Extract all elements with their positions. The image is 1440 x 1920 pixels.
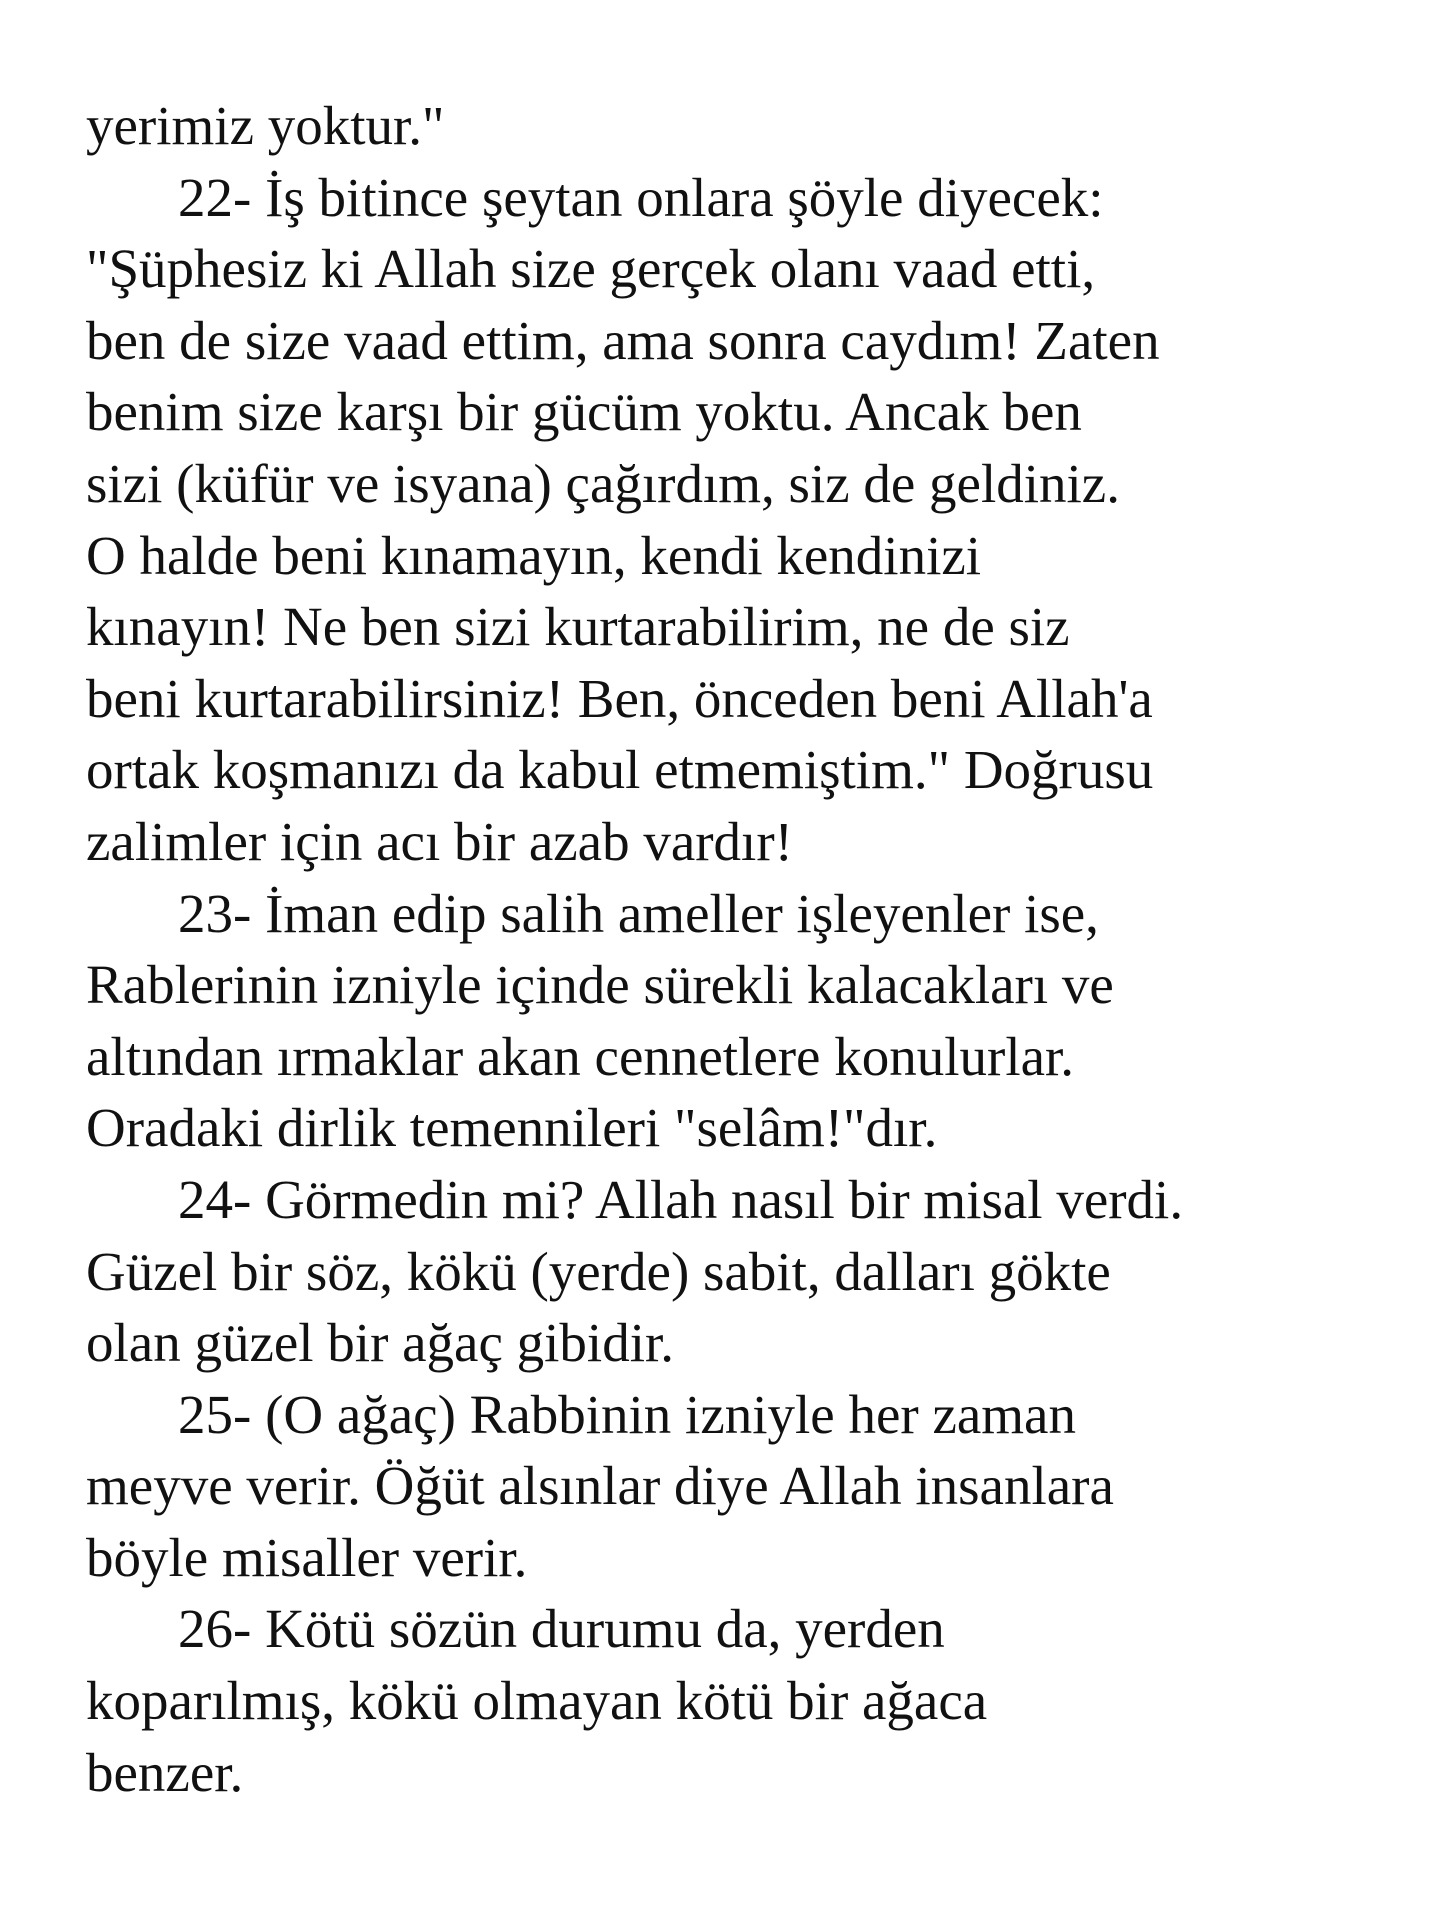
verse-26-start: 26- Kötü sözün durumu da, yerden — [178, 1598, 945, 1660]
verse-23-start: 23- İman edip salih ameller işleyenler ise, — [178, 882, 1099, 944]
text-line: O halde beni kınamayın, kendi kendinizi — [86, 524, 982, 586]
text-line: beni kurtarabilirsiniz! Ben, önceden beni Allah'a — [86, 667, 1153, 729]
text-line: yerimiz yoktur." — [86, 95, 445, 156]
text-line: meyve verir. Öğüt alsınlar diye Allah insanlara — [86, 1455, 1114, 1517]
text-line: zalimler için acı bir azab vardır! — [86, 810, 793, 872]
text-line: altından ırmaklar akan cennetlere konulurlar. — [86, 1025, 1075, 1087]
text-line: Oradaki dirlik temennileri "selâm!"dır. — [86, 1097, 938, 1159]
text-line: Rablerinin izniyle içinde sürekli kalacakları ve — [86, 954, 1114, 1016]
text-line: benim size karşı bir gücüm yoktu. Ancak ben — [86, 381, 1082, 443]
text-line: ben de size vaad ettim, ama sonra caydım! Zaten — [86, 309, 1160, 371]
document-page — [86, 90, 1406, 1808]
text-line: sizi (küfür ve isyana) çağırdım, siz de geldiniz. — [86, 452, 1120, 514]
text-line: kınayın! Ne ben sizi kurtarabilirim, ne de siz — [86, 596, 1070, 658]
text-line: "Şüphesiz ki Allah size gerçek olanı vaad etti, — [86, 238, 1096, 300]
text-line: koparılmış, kökü olmayan kötü bir ağaca — [86, 1670, 988, 1732]
verse-24-start: 24- Görmedin mi? Allah nasıl bir misal verdi. — [178, 1168, 1184, 1230]
verse-22-start: 22- İş bitince şeytan onlara şöyle diyecek: — [178, 166, 1104, 228]
text-line: olan güzel bir ağaç gibidir. — [86, 1312, 675, 1374]
text-line: Güzel bir söz, kökü (yerde) sabit, dalları gökte — [86, 1240, 1111, 1302]
verse-25-start: 25- (O ağaç) Rabbinin izniyle her zaman — [178, 1383, 1076, 1445]
text-line: böyle misaller verir. — [86, 1526, 528, 1588]
text-line: ortak koşmanızı da kabul etmemiştim." Doğrusu — [86, 739, 1154, 801]
text-line: benzer. — [86, 1741, 244, 1803]
